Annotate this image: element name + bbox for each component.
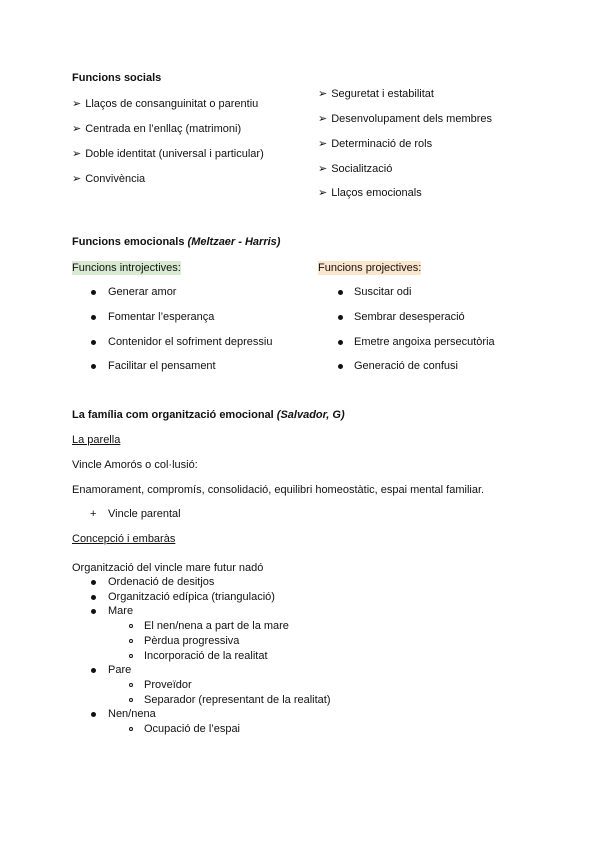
circle-bullet-icon [129, 624, 133, 628]
social-functions-heading: Funcions socials [72, 72, 162, 84]
bullet-icon [91, 712, 96, 717]
bullet-icon [91, 580, 96, 585]
bullet-icon [91, 668, 96, 673]
bullet-icon [338, 290, 343, 295]
projective-item: Emetre angoixa persecutòria [354, 336, 495, 348]
outline-item: Ordenació de desitjos [108, 576, 215, 588]
circle-bullet-icon [129, 727, 133, 731]
outline-item-child: Nen/nena [108, 708, 156, 720]
outline-item-mother: Mare [108, 605, 134, 617]
social-left-item: ➢ Centrada en l’enllaç (matrimoni) [72, 122, 241, 136]
family-author: (Salvador, G) [276, 409, 345, 421]
outline-subitem: Proveïdor [144, 679, 192, 691]
circle-bullet-icon [129, 654, 133, 658]
introjective-label: Funcions introjectives: [72, 262, 181, 274]
social-right-item: ➢ Llaços emocionals [318, 186, 422, 200]
conception-heading: Concepció i embaràs [72, 533, 176, 545]
family-heading [72, 408, 345, 422]
bullet-icon [338, 340, 343, 345]
bullet-icon [91, 364, 96, 369]
outline-item-father: Pare [108, 664, 132, 676]
circle-bullet-icon [129, 683, 133, 687]
projective-item: Suscitar odi [354, 286, 412, 298]
bullet-icon [91, 595, 96, 600]
outline-item: Organització edípica (triangulació) [108, 591, 275, 603]
plus-item: Vincle parental [108, 508, 181, 520]
emotional-title: Funcions emocionals [72, 236, 188, 248]
bullet-icon [338, 315, 343, 320]
introjective-item: Fomentar l’esperança [108, 311, 215, 323]
social-right-item: ➢ Socialització [318, 162, 392, 176]
bullet-icon [338, 364, 343, 369]
introjective-item: Contenidor el sofriment depressiu [108, 336, 273, 348]
couple-heading: La parella [72, 434, 121, 446]
organization-line: Organització del vincle mare futur nadó [72, 562, 264, 574]
introjective-item: Facilitar el pensament [108, 360, 216, 372]
bond-description: Enamorament, compromís, consolidació, equilibri homeostàtic, espai mental familiar. [72, 484, 485, 496]
bullet-icon [91, 290, 96, 295]
circle-bullet-icon [129, 698, 133, 702]
outline-subitem: El nen/nena a part de la mare [144, 620, 289, 632]
introjective-item: Generar amor [108, 286, 177, 298]
bullet-icon [91, 315, 96, 320]
emotional-functions-heading [72, 235, 280, 249]
social-right-item: ➢ Desenvolupament dels membres [318, 112, 492, 126]
social-left-item: ➢ Llaços de consanguinitat o parentiu [72, 97, 258, 111]
family-title: La família com organització emocional [72, 409, 277, 421]
outline-subitem: Incorporació de la realitat [144, 650, 268, 662]
outline-subitem: Pèrdua progressiva [144, 635, 240, 647]
projective-item: Sembrar desesperació [354, 311, 465, 323]
social-left-item: ➢ Convivència [72, 172, 145, 186]
outline-subitem: Separador (representant de la realitat) [144, 694, 331, 706]
social-left-item: ➢ Doble identitat (universal i particular) [72, 147, 264, 161]
social-right-item: ➢ Seguretat i estabilitat [318, 87, 434, 101]
outline-subitem: Ocupació de l’espai [144, 723, 241, 735]
emotional-authors: (Meltzaer - Harris) [187, 236, 281, 248]
bond-line: Vincle Amorós o col·lusió: [72, 459, 198, 471]
bullet-icon [91, 609, 96, 614]
projective-item: Generació de confusi [354, 360, 458, 372]
bullet-icon [91, 340, 96, 345]
circle-bullet-icon [129, 639, 133, 643]
projective-label: Funcions projectives: [318, 262, 422, 274]
plus-icon: + [90, 508, 97, 520]
social-right-item: ➢ Determinació de rols [318, 137, 432, 151]
